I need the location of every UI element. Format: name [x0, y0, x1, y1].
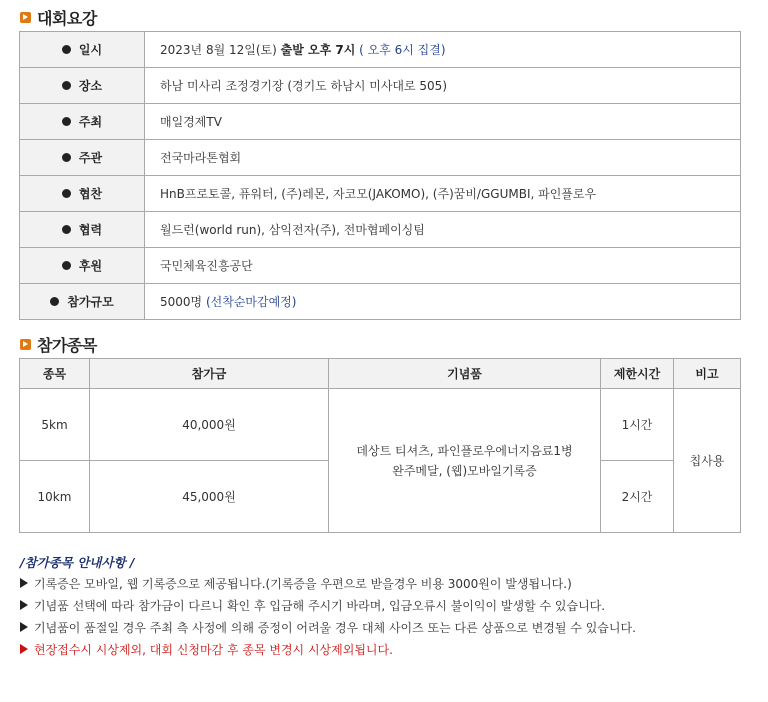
header-souvenir: 기념품 [329, 359, 601, 389]
overview-section-title [20, 6, 97, 28]
table-row [20, 140, 741, 176]
row-value-organizer: 전국마라톤협회 [145, 140, 741, 176]
table-row [20, 389, 741, 461]
fee-cell: 45,000원 [90, 461, 329, 533]
row-value-host: 매일경제TV [145, 104, 741, 140]
bullet-icon [62, 45, 71, 54]
row-value-partner: 월드런(world run), 삼익전자(주), 전마협페이싱팀 [145, 212, 741, 248]
header-fee: 참가금 [90, 359, 329, 389]
table-row [20, 212, 741, 248]
table-row [20, 104, 741, 140]
table-row [20, 32, 741, 68]
notes-title: /참가종목 안내사항 / [20, 555, 135, 570]
notes-warning: 현장접수시 시상제외, 대회 신청마감 후 종목 변경시 시상제외됩니다. [20, 639, 760, 661]
header-remark: 비고 [674, 359, 741, 389]
header-time-limit: 제한시간 [601, 359, 674, 389]
triangle-bullet-icon [20, 622, 28, 632]
triangle-bullet-icon [20, 600, 28, 610]
header-event: 종목 [20, 359, 90, 389]
events-section-title [20, 333, 97, 355]
event-cell: 5km [20, 389, 90, 461]
remark-cell: 칩사용 [674, 389, 741, 533]
table-row [20, 68, 741, 104]
row-value-date: 2023년 8월 12일(토) 출발 오후 7시 ( 오후 6시 집결) [145, 32, 741, 68]
row-value-support: 국민체육진흥공단 [145, 248, 741, 284]
bullet-icon [62, 153, 71, 162]
row-value-scale: 5000명 (선착순마감예정) [145, 284, 741, 320]
orange-arrow-icon [20, 12, 31, 23]
souvenir-cell: 데상트 티셔츠, 파인플로우에너지음료1병 완주메달, (웹)모바일기록증 [329, 389, 601, 533]
notes-section [20, 553, 760, 661]
row-label-support: 후원 [20, 248, 145, 284]
table-header-row [20, 359, 741, 389]
time-limit-cell: 2시간 [601, 461, 674, 533]
bullet-icon [62, 261, 71, 270]
notes-item: 기념품이 품절일 경우 주최 측 사정에 의해 증정이 어려울 경우 대체 사이즈 또는 다른 상품으로 변경될 수 있습니다. [20, 617, 760, 639]
triangle-bullet-icon [20, 644, 28, 654]
bullet-icon [62, 117, 71, 126]
table-row [20, 284, 741, 320]
table-row [20, 176, 741, 212]
row-label-partner: 협력 [20, 212, 145, 248]
bullet-icon [62, 189, 71, 198]
row-value-sponsor: HnB프로토콜, 퓨워터, (주)레몬, 자코모(JAKOMO), (주)꿈비/GGUMBI, 파인플로우 [145, 176, 741, 212]
notes-item: 기념품 선택에 따라 참가금이 다르니 확인 후 입금해 주시기 바라며, 입금오류시 불이익이 발생할 수 있습니다. [20, 595, 760, 617]
bullet-icon [62, 81, 71, 90]
notes-item: 기록증은 모바일, 웹 기록증으로 제공됩니다.(기록증을 우편으로 받을경우 비용 3000원이 발생됩니다.) [20, 573, 760, 595]
row-label-host: 주최 [20, 104, 145, 140]
events-table [19, 358, 741, 533]
triangle-bullet-icon [20, 578, 28, 588]
row-value-venue: 하남 미사리 조정경기장 (경기도 하남시 미사대로 505) [145, 68, 741, 104]
row-label-date: 일시 [20, 32, 145, 68]
overview-table [19, 31, 741, 320]
event-cell: 10km [20, 461, 90, 533]
fee-cell: 40,000원 [90, 389, 329, 461]
row-label-sponsor: 협찬 [20, 176, 145, 212]
orange-arrow-icon [20, 339, 31, 350]
bullet-icon [50, 297, 59, 306]
time-limit-cell: 1시간 [601, 389, 674, 461]
events-title: 참가종목 [37, 335, 97, 355]
overview-title: 대회요강 [37, 8, 97, 28]
table-row [20, 248, 741, 284]
bullet-icon [62, 225, 71, 234]
row-label-organizer: 주관 [20, 140, 145, 176]
row-label-scale: 참가규모 [20, 284, 145, 320]
row-label-venue: 장소 [20, 68, 145, 104]
